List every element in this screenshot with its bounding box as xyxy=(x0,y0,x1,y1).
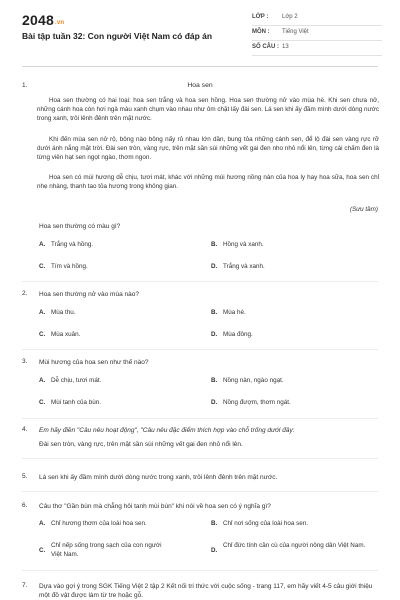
meta-row-class: LỚP : Lớp 2 xyxy=(252,11,382,26)
page-header xyxy=(0,0,400,66)
question-6-number: 6. xyxy=(22,502,28,509)
question-7-text: Dựa vào gợi ý trong SGK Tiếng Việt 2 tập 2 Kết nối tri thức với cuộc sống - trang 117, em hãy viết 4-5 câu giới thiệu một đồ vật được làm từ tre hoặc gỗ. xyxy=(39,583,373,599)
question-2-number: 2. xyxy=(22,290,28,297)
divider xyxy=(22,418,378,419)
question-3-number: 3. xyxy=(22,358,28,365)
divider xyxy=(22,458,378,459)
worksheet-page: 2048.vn Bài tập tuần 32: Con người Việt Nam có đáp án LỚP : Lớp 2 MÔN : Tiếng Việt SỐ CÂU : 13 1. Hoa sen Hoa sen thường có hai loại: hoa sen trắng và hoa sen hồng. Hoa sen thường nở vào mùa hè. Khi sen chưa nở, những cánh hoa còn hơi ngả màu xanh chụm vào nhau như ôm chặt lấy đài sen. Lá sen khi ấy đầm mình dưới dòng nước trong xanh, trôi lênh đênh trên mặt nước. Khi đến mùa sen nở rộ, bông nào bông nấy rủ nhau lớn dần, bung tỏa những cánh sen, để lộ đài sen vàng rực rỡ dưới ánh nắng mặt trời. Đài sen tròn, vàng rực, trên mặt sần sùi những vết gai đen nho nhỏ nổi lên, từng cái chấm đen là từng viên hạt sen ngọt ngào, thơm ngon. Hoa sen có mùi hương dễ chịu, tươi mát, khác với những mùi hương nồng nàn của hoa ly hay hoa sữa, hoa sen chỉ nhẹ nhàng, thanh tao tỏa hương trong không gian. (Sưu tầm) Hoa sen thường có màu gì? A. Trắng và hồng. B. Hồng và xanh. C. Tím và hồng. D. Trắng và xanh. 2. Hoa sen thường nở vào mùa nào? A. Mùa thu. B. Mùa hè. C. Mùa xuân. D. Mùa đông. 3. Mùi hương của hoa sen như thế nào? A. Dễ chịu, tươi mát. B. Nồng nàn, ngào ngạt. C. Mùi tanh của bùn. D. Nồng đượm, thơm ngát. 4. Em hãy điền "Câu nêu hoạt động", "Câu nêu đặc điểm thích hợp vào chỗ trống dưới đây: Đài sen tròn, vàng rực, trên mặt sần sùi những vết gai đen nhỏ nổi lên. 5. Lá sen khi ấy đầm mình dưới dòng nước trong xanh, trôi lênh đênh trên mặt nước. 6. Câu thơ "Gần bùn mà chẳng hôi tanh mùi bùn" khi nói về hoa sen có ý nghĩa gì? A. Chỉ hương thơm của loài hoa sen. B. Chỉ nơi sống của loài hoa sen. C. Chỉ nếp sống trong sạch của con người Việt Nam. D. Chỉ đức tính cần cù của người nông dân Việt Nam. 7. Dựa vào gợi ý trong SGK Tiếng Việt 2 tập 2 Kết nối tri thức với cuộc sống - trang 117, em hãy viết 4-5 câu giới thiệu một đồ vật được làm từ tre hoặc gỗ. xyxy=(0,0,400,600)
header-divider xyxy=(22,66,378,67)
passage-paragraph-1: Hoa sen thường có hai loại: hoa sen trắng và hoa sen hồng. Hoa sen thường nở vào mùa hè. Khi sen chưa nở, những cánh hoa còn hơi ngả màu xanh chụm vào nhau như ôm chặt lấy đài sen. Lá sen khi ấy đầm mình dưới dòng nước trong xanh, trôi lênh đênh trên mặt nước. xyxy=(37,97,379,123)
divider xyxy=(22,570,378,571)
question-3-text: Mùi hương của hoa sen như thế nào? xyxy=(39,359,149,366)
question-1-number: 1. xyxy=(22,82,28,89)
question-4-text: Em hãy điền "Câu nêu hoạt động", "Câu nêu đặc điểm thích hợp vào chỗ trống dưới đây: xyxy=(39,427,295,434)
document-title: Bài tập tuần 32: Con người Việt Nam có đáp án xyxy=(22,31,213,41)
passage-paragraph-2: Khi đến mùa sen nở rộ, bông nào bông nấy rủ nhau lớn dần, bung tỏa những cánh sen, để lộ đài sen vàng rực rỡ dưới ánh nắng mặt trời. Đài sen tròn, vàng rực, trên mặt sần sùi những vết gai đen nho nhỏ nổi lên, từng cái chấm đen là từng viên hạt sen ngọt ngào, thơm ngon. xyxy=(37,136,379,162)
question-4-number: 4. xyxy=(22,426,28,433)
passage-paragraph-3: Hoa sen có mùi hương dễ chịu, tươi mát, khác với những mùi hương nồng nàn của hoa ly hay hoa sữa, hoa sen chỉ nhẹ nhàng, thanh tao tỏa hương trong không gian. xyxy=(37,174,379,191)
meta-row-subject: MÔN : Tiếng Việt xyxy=(252,26,382,41)
question-7-number: 7. xyxy=(22,582,28,589)
site-logo[interactable]: 2048.vn xyxy=(22,12,65,28)
question-4-sentence: Đài sen tròn, vàng rực, trên mặt sần sùi những vết gai đen nhỏ nổi lên. xyxy=(39,441,243,448)
meta-table xyxy=(252,11,382,56)
meta-row-count: SỐ CÂU : 13 xyxy=(252,41,382,56)
question-2-text: Hoa sen thường nở vào mùa nào? xyxy=(39,291,139,298)
passage-source: (Sưu tầm) xyxy=(349,206,378,213)
question-5-number: 5. xyxy=(22,473,28,480)
passage-title: Hoa sen xyxy=(187,82,213,89)
divider xyxy=(22,491,378,492)
divider xyxy=(22,281,378,282)
divider xyxy=(22,349,378,350)
question-6-text: Câu thơ "Gần bùn mà chẳng hôi tanh mùi bùn" khi nói về hoa sen có ý nghĩa gì? xyxy=(39,503,271,510)
question-5-text: Lá sen khi ấy đầm mình dưới dòng nước trong xanh, trôi lênh đênh trên mặt nước. xyxy=(39,474,278,481)
question-1-text: Hoa sen thường có màu gì? xyxy=(39,223,121,230)
